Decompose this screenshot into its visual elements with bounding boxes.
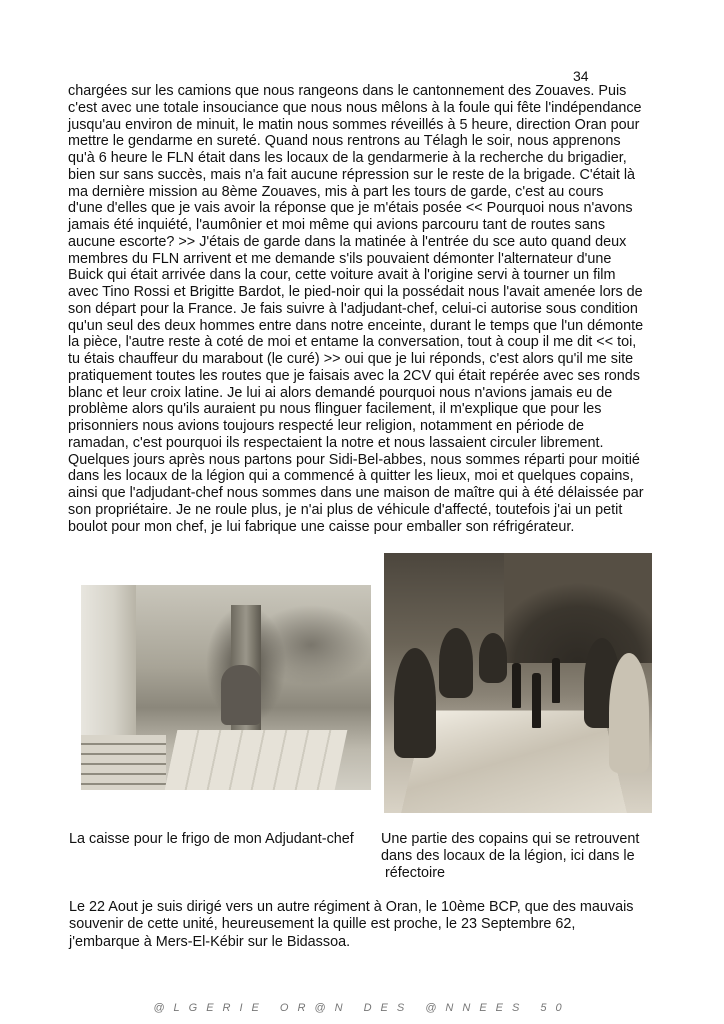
caption-left — [69, 831, 354, 848]
text-line: ma dernière mission au 8ème Zouaves, mis à part les tours de garde, c'est au cours — [68, 183, 604, 200]
text-line: dans les locaux de la légion qui a commencé à quitter les lieux, moi et quelques copains, — [68, 468, 634, 485]
text-line: mettre le gendarme en sureté. Quand nous rentrons au Télagh le soir, nous apprenons — [68, 133, 621, 150]
closing-paragraph — [69, 899, 634, 951]
page-number: 34 — [573, 68, 589, 84]
text-line: prisonniers nous avions toujours respecté leur religion, notamment en période de — [68, 418, 584, 434]
text-line: son départ pour la France. Je fais suivre à l'adjudant-chef, celui-ci autorise sous condition — [68, 300, 638, 317]
photo-person — [609, 653, 649, 773]
text-line: qu'à 6 heure le FLN était dans les locaux de la gendarmerie à la recherche du brigadier, — [68, 150, 627, 166]
text-line: jusqu'au environ de minuit, le matin nous sommes réveillés à 5 heure, direction Oran pour — [68, 116, 640, 133]
photo-crate — [81, 585, 371, 790]
text-line: boulot pour mon chef, je lui fabrique une caisse pour emballer son réfrigérateur. — [68, 518, 575, 535]
photo-person — [439, 628, 473, 698]
photo-person — [394, 648, 436, 758]
photo-crate-box — [165, 730, 348, 790]
text-line: j'embarque à Mers-El-Kébir sur le Bidassoa. — [69, 933, 351, 950]
text-line: ramadan, c'est pourquoi ils respectaient la notre et nous lassaient circuler librement. — [68, 434, 604, 451]
photo-planks — [81, 735, 166, 790]
photo-bottle — [532, 673, 541, 728]
text-line: bien sur sans succès, mais n'a fait aucune répression sur le reste de la brigade. C'était là — [68, 166, 636, 183]
photo-refectory — [384, 553, 652, 813]
text-line: d'une d'elles que je vais avoir la réponse que je m'étais posée << Pourquoi nous n'avons — [68, 200, 633, 217]
caption-line: Une partie des copains qui se retrouvent — [381, 831, 640, 847]
text-line: pratiquement toutes les routes que je faisais avec la 2CV qui était repérée avec ses ronds — [68, 367, 640, 384]
text-line: ainsi que l'adjudant-chef nous sommes dans une maison de maître qui à été délaissée par — [68, 485, 644, 501]
photo-bottle — [512, 663, 521, 708]
text-line: Le 22 Aout je suis dirigé vers un autre régiment à Oran, le 10ème BCP, que des mauvais — [69, 899, 634, 915]
photo-bottle — [552, 658, 560, 703]
text-line: tu étais chauffeur du marabout (le curé) >> oui que je lui réponds, c'est alors qu'il me site — [68, 351, 634, 367]
text-line: membres du FLN arrivent et me demande s'ils pouvaient démonter l'alternateur d'une — [68, 250, 612, 267]
caption-line: La caisse pour le frigo de mon Adjudant-chef — [69, 831, 354, 847]
photo-man — [221, 665, 261, 725]
footer: @LGERIE OR@N DES @NNEES 50 — [153, 1002, 571, 1014]
text-line: son propriétaire. Je ne roule plus, je n'ai plus de véhicule d'affecté, toutefois j'ai un petit — [68, 501, 623, 518]
caption-line: réfectoire — [385, 865, 445, 881]
text-line: blanc et leur croix latine. Je lui ai alors demandé pourquoi nous n'avions jamais eu de — [68, 384, 613, 401]
photo-arch — [504, 553, 652, 663]
text-line: jamais été inquiété, l'aumônier et moi même qui avions parcouru tant de routes sans — [68, 217, 606, 233]
text-line: souvenir de cette unité, heureusement la quille est proche, le 23 Septembre 62, — [69, 916, 576, 933]
text-line: Quelques jours après nous partons pour Sidi-Bel-abbes, nous sommes réparti pour moitié — [68, 451, 640, 468]
text-line: problème alors qu'ils auraient pu nous flinguer facilement, il m'explique que pour les — [68, 401, 602, 418]
caption-right — [381, 831, 639, 882]
text-line: qu'un seul des deux hommes entre dans notre enceinte, durant le temps que l'un démonte — [68, 317, 644, 334]
photo-person — [479, 633, 507, 683]
text-line: Buick qui était arrivée dans la cour, cette voiture avait à l'origine servi à tourner un film — [68, 267, 616, 284]
caption-line: dans des locaux de la légion, ici dans le — [381, 848, 635, 864]
text-line: aucune escorte? >> J'étais de garde dans la matinée à l'entrée du sce auto quand deux — [68, 233, 627, 250]
text-line: c'est avec une totale insouciance que nous nous mêlons à la foule qui fête l'indépendance — [68, 99, 642, 116]
body-text — [68, 83, 654, 535]
text-line: chargées sur les camions que nous rangeons dans le cantonnement des Zouaves. Puis — [68, 83, 627, 99]
text-line: la pièce, l'autre reste à coté de moi et entame la conversation, tout à coup il me dit << toi, — [68, 334, 637, 351]
text-line: avec Tino Rossi et Brigitte Bardot, le pied-noir qui la possédait nous l'avait amenée lors de — [68, 284, 643, 300]
